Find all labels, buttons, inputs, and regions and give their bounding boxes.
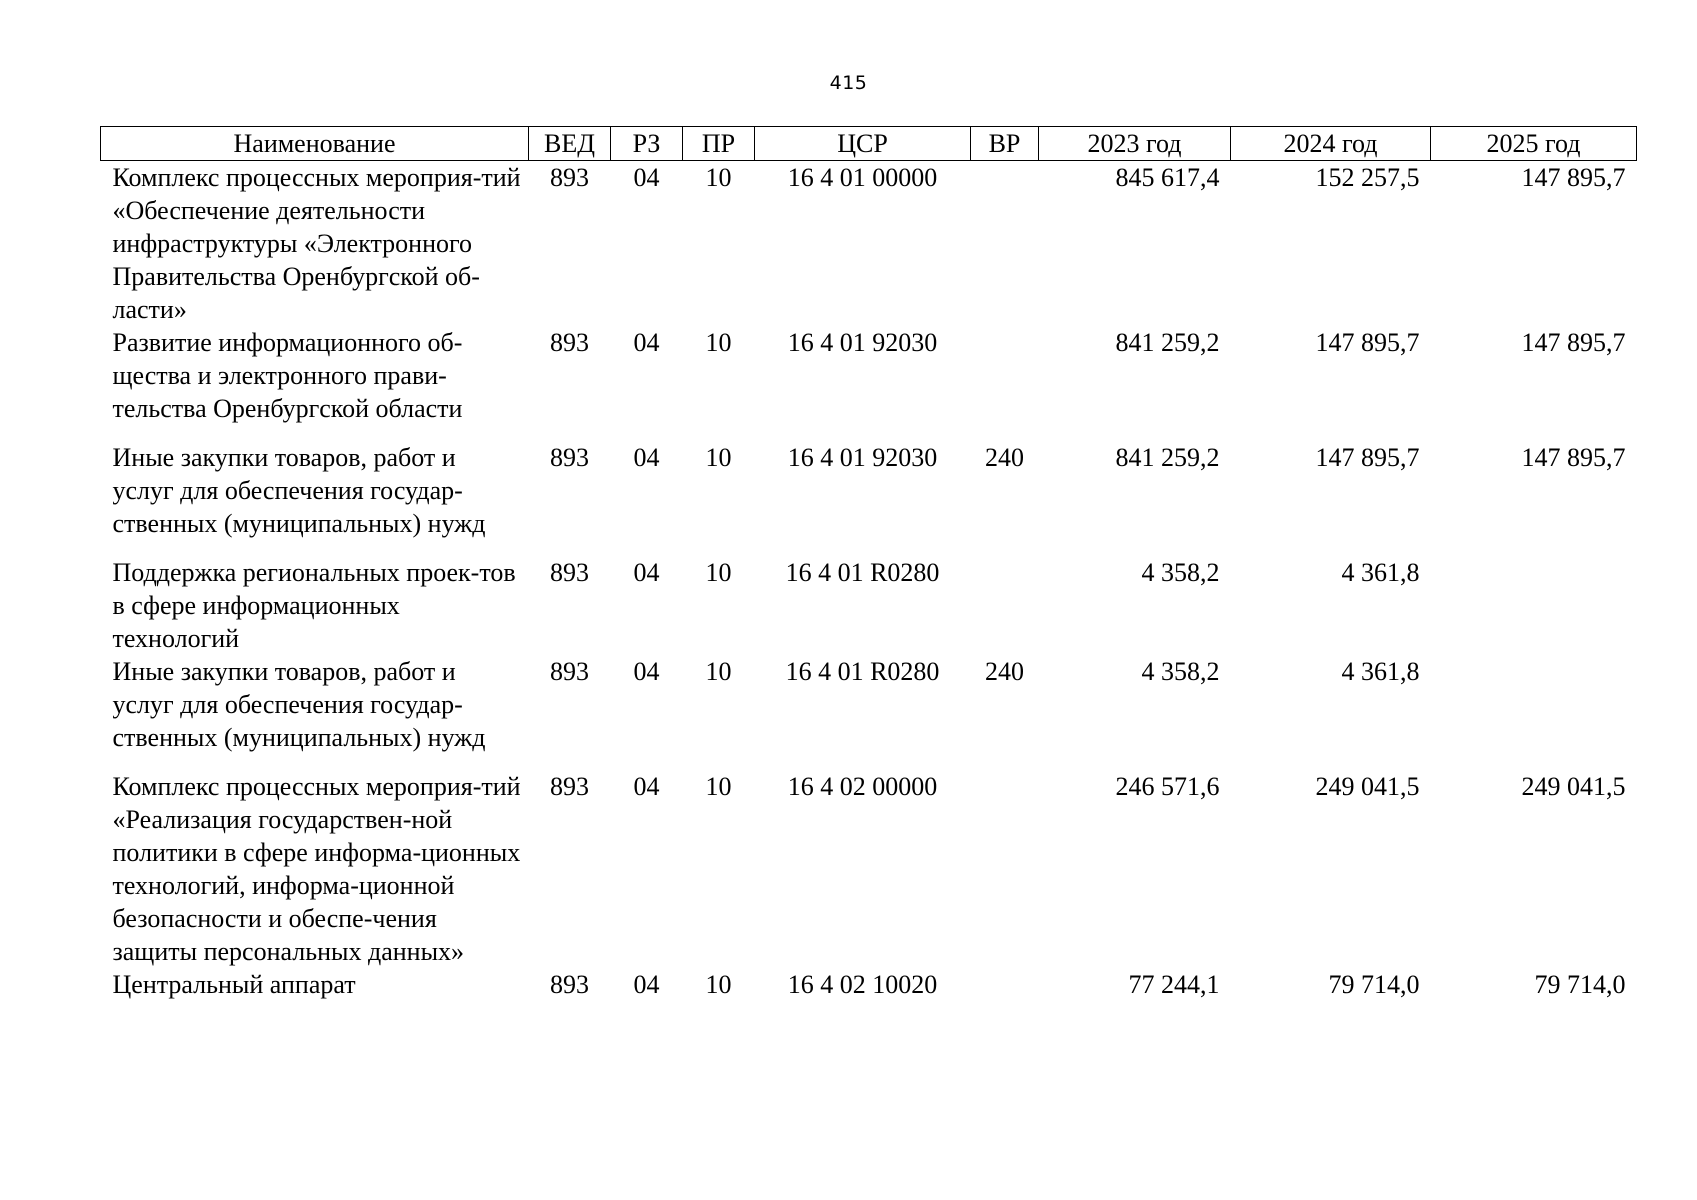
row-vr [971, 968, 1039, 1001]
row-name: Комплекс процессных мероприя-тий «Обеспечение деятельности инфраструктуры «Электронного Правительства Оренбургской об-ласти» [112, 163, 521, 324]
row-rz: 04 [633, 772, 660, 801]
row-rz: 04 [633, 558, 660, 587]
row-2023: 246 571,6 [1115, 772, 1220, 801]
header-name: Наименование [101, 127, 529, 161]
row-ved: 893 [550, 558, 589, 587]
row-pr: 10 [705, 657, 732, 686]
header-2025: 2025 год [1431, 127, 1637, 161]
row-pr: 10 [705, 558, 732, 587]
row-csr: 16 4 01 00000 [787, 163, 938, 192]
row-rz: 04 [633, 328, 660, 357]
row-ved: 893 [550, 657, 589, 686]
row-2024: 147 895,7 [1315, 443, 1420, 472]
row-vr [971, 326, 1039, 441]
row-vr: 240 [985, 657, 1024, 686]
row-vr: 240 [985, 443, 1024, 472]
row-name: Центральный аппарат [112, 970, 356, 999]
table-row [101, 968, 1637, 1001]
row-pr: 10 [705, 443, 732, 472]
row-2024: 147 895,7 [1315, 328, 1420, 357]
row-pr: 10 [705, 163, 732, 192]
row-2024: 249 041,5 [1315, 772, 1420, 801]
row-ved: 893 [550, 772, 589, 801]
row-2023: 4 358,2 [1141, 558, 1220, 587]
header-pr: ПР [683, 127, 755, 161]
header-csr: ЦСР [755, 127, 971, 161]
row-rz: 04 [633, 443, 660, 472]
header-2024: 2024 год [1231, 127, 1431, 161]
row-2025: 147 895,7 [1521, 328, 1626, 357]
row-ved: 893 [550, 970, 589, 999]
header-vr: ВР [971, 127, 1039, 161]
table-row [101, 770, 1637, 968]
header-2023: 2023 год [1039, 127, 1231, 161]
row-2025: 147 895,7 [1521, 163, 1626, 192]
row-2024: 4 361,8 [1341, 558, 1420, 587]
row-2023: 845 617,4 [1115, 163, 1220, 192]
row-rz: 04 [633, 163, 660, 192]
row-name: Комплекс процессных мероприя-тий «Реализация государствен-ной политики в сфере информа-ционных технологий, информа-ционной безопасности и обеспе-чения защиты персональных данных» [112, 772, 521, 966]
table-header-row [101, 127, 1637, 161]
table-row [101, 655, 1637, 770]
row-2025: 147 895,7 [1521, 443, 1626, 472]
table-row [101, 161, 1637, 327]
row-ved: 893 [550, 163, 589, 192]
row-rz: 04 [633, 657, 660, 686]
row-csr: 16 4 02 00000 [787, 772, 938, 801]
table-row [101, 441, 1637, 556]
row-2024: 79 714,0 [1328, 970, 1420, 999]
row-vr [971, 770, 1039, 968]
row-2025: 249 041,5 [1521, 772, 1626, 801]
row-csr: 16 4 02 10020 [787, 970, 938, 999]
row-2025 [1431, 655, 1637, 770]
row-ved: 893 [550, 328, 589, 357]
table-row [101, 326, 1637, 441]
header-ved: ВЕД [529, 127, 611, 161]
row-2024: 152 257,5 [1315, 163, 1420, 192]
row-2024: 4 361,8 [1341, 657, 1420, 686]
row-name: Иные закупки товаров, работ и услуг для обеспечения государ-ственных (муниципальных) нужд [112, 443, 486, 538]
row-2023: 841 259,2 [1115, 328, 1220, 357]
row-name: Иные закупки товаров, работ и услуг для обеспечения государ-ственных (муниципальных) нужд [112, 657, 486, 752]
row-pr: 10 [705, 970, 732, 999]
row-csr: 16 4 01 R0280 [785, 657, 940, 686]
row-vr [971, 161, 1039, 327]
row-csr: 16 4 01 R0280 [785, 558, 940, 587]
table-row [101, 556, 1637, 655]
row-csr: 16 4 01 92030 [787, 443, 938, 472]
row-name: Поддержка региональных проек-тов в сфере информационных технологий [112, 558, 516, 653]
page-number: 415 [829, 72, 868, 94]
row-2023: 77 244,1 [1128, 970, 1220, 999]
row-2023: 4 358,2 [1141, 657, 1220, 686]
row-csr: 16 4 01 92030 [787, 328, 938, 357]
row-rz: 04 [633, 970, 660, 999]
row-pr: 10 [705, 328, 732, 357]
row-name: Развитие информационного об-щества и электронного прави-тельства Оренбургской области [112, 328, 463, 423]
row-2025 [1431, 556, 1637, 655]
row-2025: 79 714,0 [1534, 970, 1626, 999]
row-2023: 841 259,2 [1115, 443, 1220, 472]
row-ved: 893 [550, 443, 589, 472]
row-vr [971, 556, 1039, 655]
row-pr: 10 [705, 772, 732, 801]
budget-table [100, 126, 1637, 1001]
header-rz: РЗ [611, 127, 683, 161]
